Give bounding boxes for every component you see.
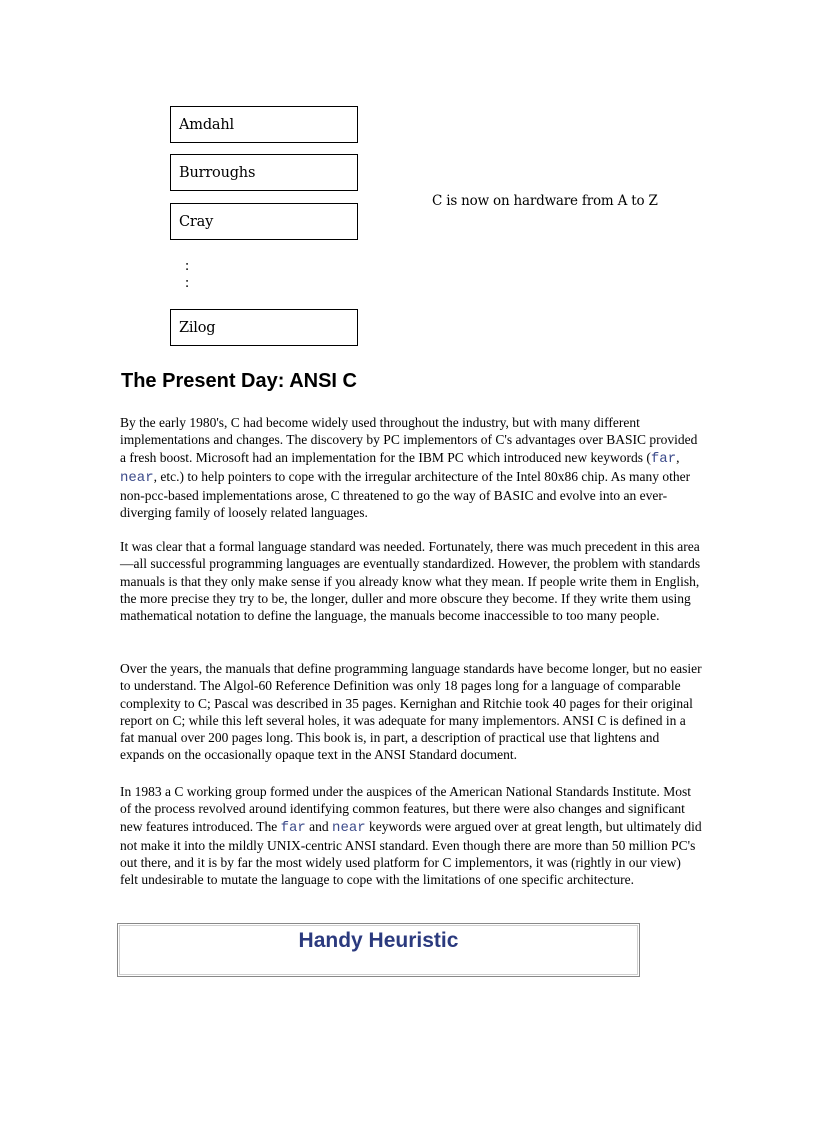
keyword-far: far [280,819,306,836]
ellipsis-dot-2: : [185,275,190,291]
vendor-box-zilog: Zilog [170,309,358,346]
paragraph-2: It was clear that a formal language standard was needed. Fortunately, there was much precedent in this area—all successful programming languages are eventually standardized. However, the problem with standards manuals is that they only make sense if you already know what they mean. If people write them in English, the more precise they try to be, the longer, duller and more obscure they become. If they write them using mathematical notation to define the language, the manuals become inaccessible to too many people. [120,539,701,624]
section-heading: The Present Day: ANSI C [121,370,357,392]
p4-text-b: and [305,818,333,834]
handy-heuristic-box [117,923,640,977]
figure-caption: C is now on hardware from A to Z [432,193,658,209]
p1-text-a: By the early 1980's, C had become widely used throughout the industry, but with many different implementations and changes. The discovery by PC implementors of C's advantages over BASIC provided a fresh boost. Microsoft had an implementation for the IBM PC which introduced new keywords ( [120,415,698,465]
paragraph-4 [120,783,702,889]
paragraph-3: Over the years, the manuals that define programming language standards have become longer, but no easier to understand. The Algol-60 Reference Definition was only 18 pages long for a language of comparable complexity to C; Pascal was described in 35 pages. Kernighan and Ritchie took 40 pages for their original report on C; while this left several holes, it was adequate for many implementors. ANSI C is defined in a fat manual over 200 pages long. This book is, in part, a description of practical use that lightens and expands on the occasionally opaque text in the ANSI Standard document. [120,661,702,763]
vendor-box-amdahl: Amdahl [170,106,358,143]
hardware-figure [0,0,816,360]
keyword-far: far [650,450,677,467]
vendor-box-cray: Cray [170,203,358,240]
p4-text-a: In 1983 a C working group formed under the auspices of the American National Standards Institute. Most of the process revolved around identifying common features, but there were also changes and significant new features introduced. The [120,784,692,834]
p1-text-b: , [676,449,680,465]
keyword-near: near [332,819,366,836]
vendor-box-burroughs: Burroughs [170,154,358,191]
keyword-near: near [120,469,154,486]
p1-text-c: , etc.) to help pointers to cope with the irregular architecture of the Intel 80x86 chip. As many other non-pcc-based implementations arose, C threatened to go the way of BASIC and evolve into an ever-diverging family of loosely related languages. [120,468,691,521]
handy-heuristic-title: Handy Heuristic [298,929,459,952]
ellipsis-dot-1: : [185,258,190,274]
p4-text-c: keywords were argued over at great length, but ultimately did not make it into the mildly UNIX-centric ANSI standard. Even though there are more than 50 million PC's out there, and it is by far the most widely used platform for C implementors, it was (rightly in our view) felt undesirable to mutate the language to cope with the limitations of one specific architecture. [120,818,702,888]
paragraph-1 [120,414,702,522]
